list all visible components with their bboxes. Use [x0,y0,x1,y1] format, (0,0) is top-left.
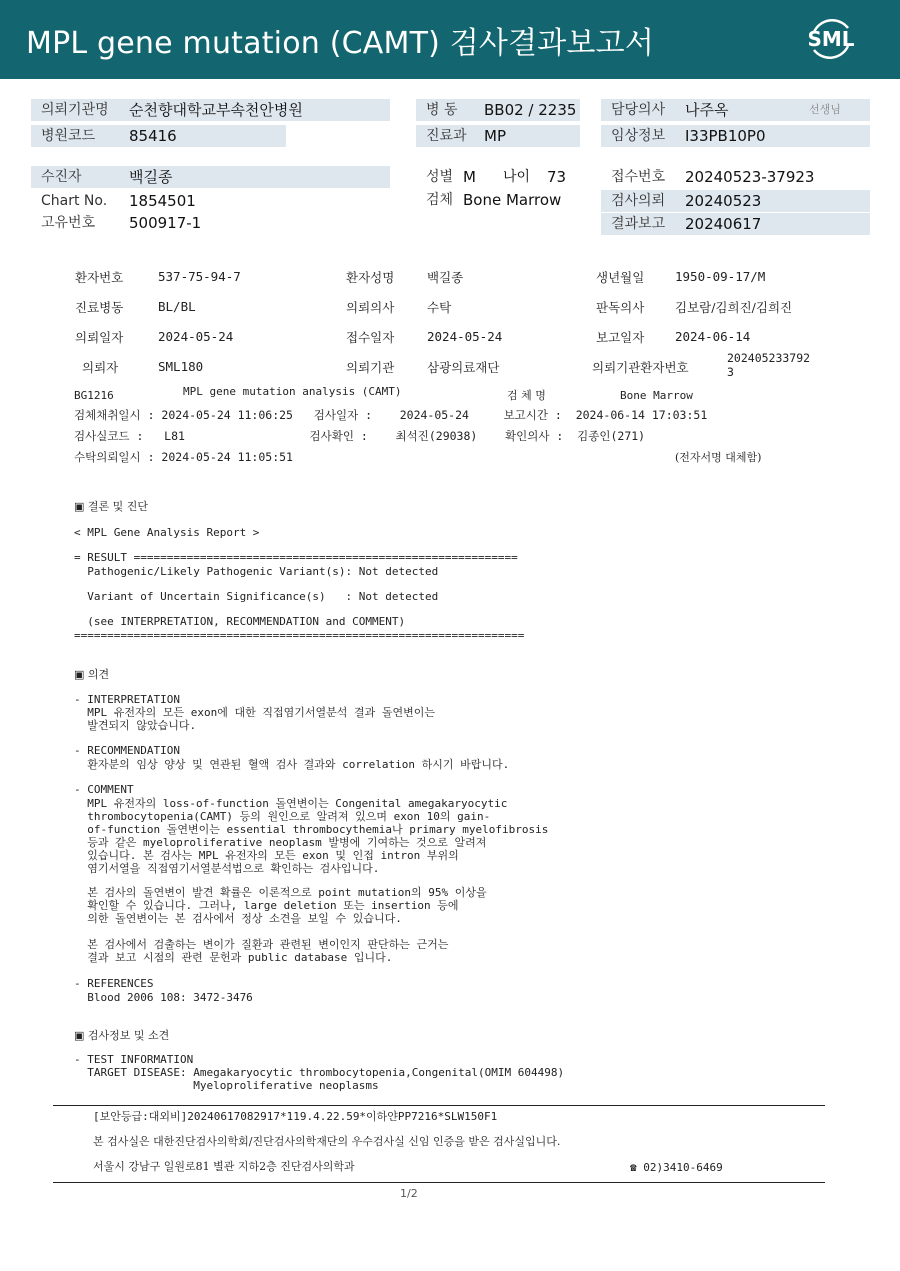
request-date-row [601,190,870,212]
pb-value-11: 삼광의료재단 [427,360,500,375]
section-opinion: ▣ 의견 [74,668,110,681]
certification-line: 본 검사실은 대한진단검사의학회/진단검사의학재단의 우수검사실 신임 인증을 받은 검사실입니다. [93,1135,561,1148]
pb-label-9: 보고일자 [596,330,645,345]
patient-value: 백길종 [129,168,173,186]
section-test-info: ▣ 검사정보 및 소견 [74,1029,170,1042]
comment-line-6: 염기서열을 직접염기서열분석법으로 확인하는 검사입니다. [74,862,380,875]
comment-line-2: thrombocytopenia(CAMT) 등의 원인으로 알려져 있으며 exon 10의 gain- [74,810,491,823]
result-line-1: Pathogenic/Likely Pathogenic Variant(s): Not detected [74,565,439,578]
patient-row [31,166,390,188]
report-title: MPL gene mutation (CAMT) 검사결과보고서 [26,26,654,61]
report-header [0,0,900,79]
pb-value-4: BL/BL [158,299,196,314]
test-line-1: 검체채취일시 : 2024-05-24 11:06:25 검사일자 : 2024-05-24 보고시간 : 2024-06-14 17:03:51 [74,408,708,422]
sex-age-row [416,166,586,188]
request-date-label: 검사의뢰 [611,193,666,209]
footer-top-rule [53,1105,825,1106]
sex-value: M [463,168,476,186]
references-line-1: Blood 2006 108: 3472-3476 [74,991,253,1004]
doctor-row [601,99,870,121]
footer-bottom-rule [53,1182,825,1183]
result-line-2: Variant of Uncertain Significance(s) : Not detected [74,590,439,603]
security-line: [보안등급:대외비]20240617082917*119.4.22.59*이하얀PP7216*SLW150F1 [93,1110,498,1123]
clinical-info-value: I33PB10P0 [685,127,766,145]
institution-label: 의뢰기관명 [41,102,109,118]
pb-value-10: SML180 [158,359,204,374]
pb-label-11: 의뢰기관 [346,360,395,375]
report-date-row [601,213,870,235]
comment-line-1: MPL 유전자의 loss-of-function 돌연변이는 Congenital amegakaryocytic [74,797,508,810]
test-info-heading: - TEST INFORMATION [74,1053,194,1066]
age-label: 나이 [503,169,531,185]
test-name: MPL gene mutation analysis (CAMT) [183,385,402,398]
phone-line: ☎ 02)3410-6469 [630,1161,723,1174]
pb-value-7: 2024-05-24 [158,329,234,344]
comment-line-9: 의한 돌연변이는 본 검사에서 정상 소견을 보일 수 있습니다. [74,912,402,925]
age-value: 73 [547,168,567,186]
chart-value: 1854501 [129,192,196,210]
pb-label-12: 의뢰기관환자번호 [592,360,689,375]
uid-value: 500917-1 [129,214,202,232]
institution-row [31,99,390,121]
department-row [416,125,580,147]
test-info-line-1: TARGET DISEASE: Amegakaryocytic thrombocytopenia,Congenital(OMIM 604498) [74,1066,565,1079]
hospital-code-row [31,125,286,147]
comment-line-7: 본 검사의 돌연변이 발견 확률은 이론적으로 point mutation의 95% 이상을 [74,886,487,899]
result-end-divider: ==================================================================== [74,629,525,642]
comment-line-3: of-function 돌연변이는 essential thrombocythemia나 primary myelofibrosis [74,823,549,836]
test-spec-value: Bone Marrow [620,389,693,402]
receipt-value: 20240523-37923 [685,168,815,186]
clinical-info-row [601,125,870,147]
receipt-label: 접수번호 [611,169,666,185]
doctor-value: 나주옥 [685,101,729,119]
recommendation-line-1: 환자분의 임상 양상 및 연관된 혈액 검사 결과와 correlation 하시기 바랍니다. [74,758,510,771]
comment-line-10: 본 검사에서 검출하는 변이가 질환과 관련된 변이인지 판단하는 근거는 [74,938,449,951]
request-date-value: 20240523 [685,192,762,210]
pb-label-2: 환자성명 [346,270,395,285]
comment-line-11: 결과 보고 시점의 관련 문헌과 public database 입니다. [74,951,393,964]
pb-label-3: 생년월일 [596,270,645,285]
recommendation-heading: - RECOMMENDATION [74,744,180,757]
test-code: BG1216 [74,389,114,402]
pb-label-8: 접수일자 [346,330,395,345]
pb-label-6: 판독의사 [596,300,645,315]
result-line-3: (see INTERPRETATION, RECOMMENDATION and COMMENT) [74,615,406,628]
specimen-value: Bone Marrow [463,191,562,209]
chart-label: Chart No. [41,193,108,209]
chart-row [31,190,390,212]
pb-value-5: 수탁 [427,300,452,315]
test-info-line-2: Myeloproliferative neoplasms [74,1079,379,1092]
hospital-code-value: 85416 [129,127,177,145]
uid-label: 고유번호 [41,215,96,231]
address-line: 서울시 강남구 일원로81 별관 지하2층 진단검사의학과 [93,1160,355,1173]
result-divider: = RESULT ========================================================== [74,551,518,564]
test-line-2: 검사실코드 : L81 검사확인 : 최석진(29038) 확인의사 : 김종인(271) [74,429,646,443]
doctor-suffix: 선생님 [809,103,841,116]
doctor-label: 담당의사 [611,102,666,118]
pb-value-12b: 3 [727,365,734,379]
patient-label: 수진자 [41,169,82,185]
pb-value-6: 김보람/김희진/김희진 [675,300,793,315]
pb-label-5: 의뢰의사 [346,300,395,315]
hospital-code-label: 병원코드 [41,128,96,144]
test-line-3: 수탁의뢰일시 : 2024-05-24 11:05:51 [74,450,293,464]
specimen-row [416,189,586,211]
logo-text: SML [807,27,855,51]
ward-value: BB02 / 2235 [484,101,577,119]
interpretation-line-1: MPL 유전자의 모든 exon에 대한 직접염기서열분석 결과 돌연변이는 [74,706,435,719]
comment-line-4: 등과 같은 myeloproliferative neoplasm 발병에 기여하는 것으로 알려져 [74,836,487,849]
pb-label-10: 의뢰자 [82,360,119,375]
clinical-info-label: 임상정보 [611,128,666,144]
report-date-value: 20240617 [685,215,762,233]
section-conclusion: ▣ 결론 및 진단 [74,500,149,513]
test-spec-label: 검 체 명 [507,389,546,402]
specimen-label: 검체 [426,192,454,208]
department-label: 진료과 [426,128,467,144]
page-number: 1/2 [400,1187,418,1200]
report-date-label: 결과보고 [611,216,666,232]
comment-line-8: 확인할 수 있습니다. 그러나, large deletion 또는 insertion 등에 [74,899,459,912]
pb-value-8: 2024-05-24 [427,329,503,344]
pb-label-4: 진료병동 [75,300,124,315]
interpretation-line-2: 발견되지 않았습니다. [74,719,197,732]
department-value: MP [484,127,506,145]
uid-row [31,212,390,234]
sml-logo [806,14,856,64]
pb-value-3: 1950-09-17/M [675,269,766,284]
e-signature-note: (전자서명 대체함) [675,451,762,464]
ward-row [416,99,580,121]
receipt-row [601,166,870,188]
references-heading: - REFERENCES [74,977,154,990]
report-subtitle: < MPL Gene Analysis Report > [74,526,260,539]
pb-value-9: 2024-06-14 [675,329,751,344]
comment-line-5: 있습니다. 본 검사는 MPL 유전자의 모든 exon 및 인접 intron 부위의 [74,849,459,862]
comment-heading: - COMMENT [74,783,134,796]
pb-value-2: 백길종 [427,270,464,285]
interpretation-heading: - INTERPRETATION [74,693,180,706]
pb-value-1: 537-75-94-7 [158,269,241,284]
pb-label-7: 의뢰일자 [75,330,124,345]
pb-value-12a: 202405233792 [727,351,811,365]
sex-label: 성별 [426,169,454,185]
ward-label: 병 동 [426,102,458,118]
pb-label-1: 환자번호 [75,270,124,285]
institution-value: 순천향대학교부속천안병원 [129,101,303,119]
